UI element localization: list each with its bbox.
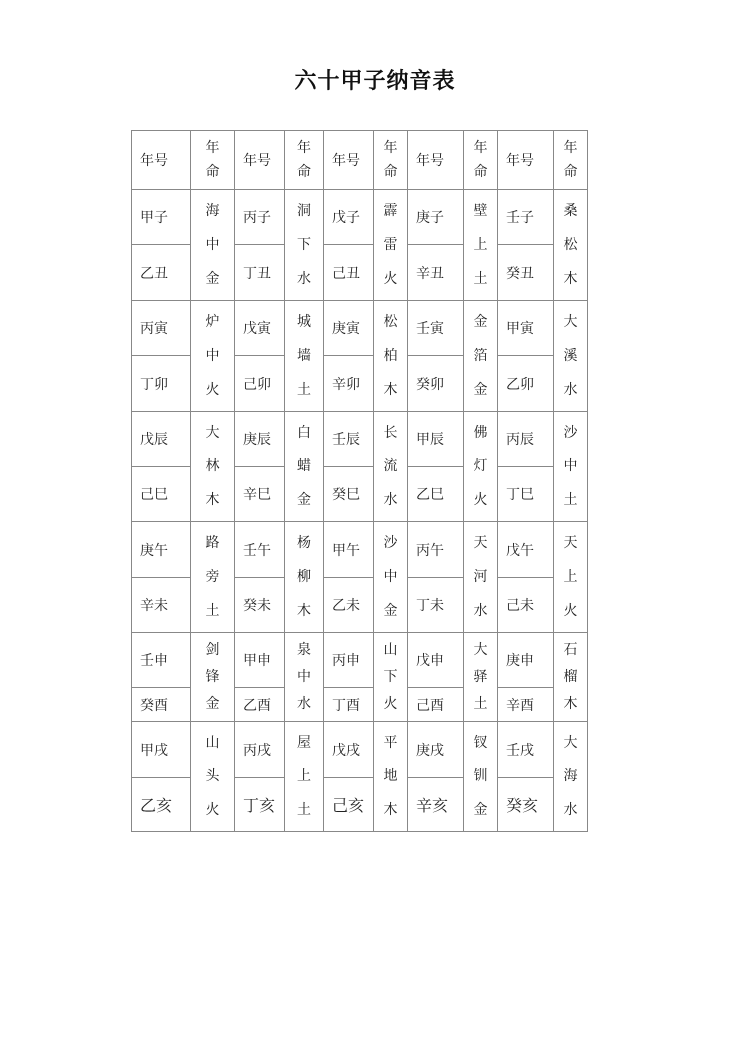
nayin-cell <box>284 721 324 832</box>
year-cell: 庚寅 <box>323 300 374 356</box>
nayin-char: 木 <box>383 802 398 819</box>
nayin-char: 土 <box>297 802 311 819</box>
header-ming-label <box>284 130 324 190</box>
nayin-cell <box>284 632 324 722</box>
nayin-cell <box>190 189 235 301</box>
header-ming-label <box>373 130 408 190</box>
year-cell: 丙寅 <box>131 300 191 356</box>
header-ming-top: 年 <box>297 140 311 156</box>
nayin-table <box>131 130 587 831</box>
year-cell: 丙申 <box>323 632 374 688</box>
nayin-char: 锋 <box>205 668 220 685</box>
year-cell: 丙午 <box>407 521 464 578</box>
header-ming-bottom: 命 <box>297 164 311 180</box>
nayin-char: 泉 <box>297 642 311 659</box>
header-ming-top: 年 <box>563 140 578 156</box>
year-cell: 己亥 <box>323 777 374 832</box>
nayin-char: 蜡 <box>297 458 311 475</box>
year-cell: 甲午 <box>323 521 374 578</box>
nayin-char: 城 <box>297 314 311 330</box>
year-cell: 癸巳 <box>323 466 374 522</box>
nayin-cell <box>373 632 408 722</box>
year-cell: 乙巳 <box>407 466 464 522</box>
nayin-char: 上 <box>473 237 488 253</box>
nayin-cell <box>553 521 588 633</box>
year-cell: 辛卯 <box>323 355 374 412</box>
year-cell: 庚申 <box>497 632 554 688</box>
nayin-char: 水 <box>297 695 311 712</box>
nayin-char: 木 <box>297 603 311 619</box>
nayin-char: 剑 <box>205 642 220 659</box>
year-cell: 丙子 <box>234 189 285 245</box>
header-year-label: 年号 <box>497 130 554 190</box>
nayin-char: 大 <box>205 424 220 441</box>
nayin-char: 佛 <box>473 424 488 441</box>
nayin-char: 海 <box>563 768 578 785</box>
year-cell: 甲申 <box>234 632 285 688</box>
nayin-cell <box>553 300 588 412</box>
year-cell: 壬辰 <box>323 411 374 467</box>
year-cell: 庚辰 <box>234 411 285 467</box>
nayin-char: 木 <box>563 271 578 287</box>
year-cell: 乙卯 <box>497 355 554 412</box>
year-cell: 戊子 <box>323 189 374 245</box>
nayin-char: 松 <box>383 314 398 330</box>
nayin-char: 中 <box>205 237 220 253</box>
nayin-cell <box>284 189 324 301</box>
year-cell: 庚戌 <box>407 721 464 778</box>
nayin-char: 火 <box>473 492 488 509</box>
header-year-label: 年号 <box>131 130 191 190</box>
nayin-cell <box>190 411 235 522</box>
nayin-char: 溪 <box>563 348 578 364</box>
year-cell: 癸酉 <box>131 687 191 722</box>
nayin-char: 流 <box>383 458 398 475</box>
year-cell: 辛亥 <box>407 777 464 832</box>
year-cell: 癸亥 <box>497 777 554 832</box>
nayin-char: 中 <box>563 458 578 475</box>
year-cell: 辛巳 <box>234 466 285 522</box>
nayin-char: 上 <box>563 569 578 585</box>
nayin-cell <box>553 411 588 522</box>
nayin-char: 驿 <box>473 668 488 685</box>
nayin-char: 沙 <box>563 424 578 441</box>
nayin-char: 土 <box>297 382 311 398</box>
year-cell: 己未 <box>497 577 554 633</box>
nayin-cell <box>373 300 408 412</box>
year-cell: 乙未 <box>323 577 374 633</box>
nayin-char: 天 <box>473 535 488 551</box>
nayin-char: 土 <box>563 492 578 509</box>
nayin-char: 杨 <box>297 535 311 551</box>
nayin-char: 路 <box>205 535 220 551</box>
nayin-char: 火 <box>205 802 220 819</box>
nayin-char: 金 <box>473 314 488 330</box>
nayin-char: 灯 <box>473 458 488 475</box>
nayin-cell <box>373 521 408 633</box>
nayin-char: 雷 <box>383 237 398 253</box>
year-cell: 丁未 <box>407 577 464 633</box>
nayin-char: 林 <box>205 458 220 475</box>
nayin-char: 山 <box>383 642 398 659</box>
nayin-char: 火 <box>383 695 398 712</box>
header-year-label: 年号 <box>234 130 285 190</box>
year-cell: 丁酉 <box>323 687 374 722</box>
year-cell: 壬申 <box>131 632 191 688</box>
nayin-char: 旁 <box>205 569 220 585</box>
nayin-cell <box>190 721 235 832</box>
year-cell: 乙酉 <box>234 687 285 722</box>
nayin-cell <box>463 189 498 301</box>
nayin-char: 桑 <box>563 203 578 219</box>
nayin-char: 白 <box>297 424 311 441</box>
nayin-cell <box>463 300 498 412</box>
nayin-char: 大 <box>563 314 578 330</box>
nayin-char: 钗 <box>473 734 488 751</box>
nayin-char: 中 <box>383 569 398 585</box>
nayin-char: 下 <box>297 237 311 253</box>
year-cell: 丁卯 <box>131 355 191 412</box>
nayin-char: 金 <box>473 802 488 819</box>
nayin-char: 水 <box>563 382 578 398</box>
nayin-char: 水 <box>473 603 488 619</box>
nayin-char: 榴 <box>563 668 578 685</box>
header-ming-bottom: 命 <box>563 164 578 180</box>
year-cell: 戊申 <box>407 632 464 688</box>
nayin-cell <box>284 521 324 633</box>
year-cell: 戊戌 <box>323 721 374 778</box>
header-ming-top: 年 <box>473 140 488 156</box>
nayin-char: 中 <box>297 668 311 685</box>
nayin-cell <box>373 189 408 301</box>
nayin-cell <box>190 300 235 412</box>
header-ming-top: 年 <box>205 140 220 156</box>
header-year-label: 年号 <box>323 130 374 190</box>
nayin-cell <box>190 521 235 633</box>
header-ming-bottom: 命 <box>383 164 398 180</box>
year-cell: 癸未 <box>234 577 285 633</box>
nayin-char: 火 <box>205 382 220 398</box>
nayin-char: 霹 <box>383 203 398 219</box>
nayin-char: 河 <box>473 569 488 585</box>
nayin-char: 天 <box>563 535 578 551</box>
nayin-char: 石 <box>563 642 578 659</box>
nayin-char: 头 <box>205 768 220 785</box>
nayin-cell <box>553 189 588 301</box>
nayin-char: 金 <box>205 695 220 712</box>
nayin-cell <box>373 721 408 832</box>
nayin-char: 土 <box>205 603 220 619</box>
header-ming-bottom: 命 <box>205 164 220 180</box>
year-cell: 丙辰 <box>497 411 554 467</box>
year-cell: 戊辰 <box>131 411 191 467</box>
nayin-char: 下 <box>383 668 398 685</box>
nayin-char: 地 <box>383 768 398 785</box>
year-cell: 丁亥 <box>234 777 285 832</box>
nayin-char: 松 <box>563 237 578 253</box>
year-cell: 辛丑 <box>407 244 464 301</box>
nayin-char: 木 <box>383 382 398 398</box>
nayin-char: 土 <box>473 271 488 287</box>
header-ming-top: 年 <box>383 140 398 156</box>
nayin-char: 火 <box>383 271 398 287</box>
year-cell: 己酉 <box>407 687 464 722</box>
nayin-char: 壁 <box>473 203 488 219</box>
year-cell: 壬寅 <box>407 300 464 356</box>
year-cell: 壬戌 <box>497 721 554 778</box>
nayin-cell <box>373 411 408 522</box>
nayin-cell <box>190 632 235 722</box>
year-cell: 己巳 <box>131 466 191 522</box>
year-cell: 辛酉 <box>497 687 554 722</box>
nayin-char: 柳 <box>297 569 311 585</box>
header-ming-bottom: 命 <box>473 164 488 180</box>
year-cell: 甲戌 <box>131 721 191 778</box>
nayin-cell <box>463 411 498 522</box>
nayin-char: 金 <box>205 271 220 287</box>
nayin-char: 木 <box>563 695 578 712</box>
nayin-char: 海 <box>205 203 220 219</box>
nayin-cell <box>463 521 498 633</box>
nayin-cell <box>553 632 588 722</box>
year-cell: 甲子 <box>131 189 191 245</box>
header-ming-label <box>463 130 498 190</box>
nayin-char: 山 <box>205 734 220 751</box>
nayin-char: 炉 <box>205 314 220 330</box>
nayin-char: 大 <box>473 642 488 659</box>
year-cell: 癸卯 <box>407 355 464 412</box>
year-cell: 甲辰 <box>407 411 464 467</box>
header-year-label: 年号 <box>407 130 464 190</box>
nayin-cell <box>463 721 498 832</box>
header-ming-label <box>553 130 588 190</box>
year-cell: 壬子 <box>497 189 554 245</box>
header-ming-label <box>190 130 235 190</box>
year-cell: 癸丑 <box>497 244 554 301</box>
nayin-char: 平 <box>383 734 398 751</box>
nayin-char: 火 <box>563 603 578 619</box>
year-cell: 己卯 <box>234 355 285 412</box>
nayin-char: 土 <box>473 695 488 712</box>
year-cell: 庚子 <box>407 189 464 245</box>
nayin-char: 水 <box>383 492 398 509</box>
page-title: 六十甲子纳音表 <box>294 69 456 94</box>
year-cell: 乙亥 <box>131 777 191 832</box>
year-cell: 庚午 <box>131 521 191 578</box>
nayin-char: 大 <box>563 734 578 751</box>
nayin-char: 上 <box>297 768 311 785</box>
nayin-char: 金 <box>383 603 398 619</box>
nayin-char: 金 <box>297 492 311 509</box>
nayin-char: 墙 <box>297 348 311 364</box>
year-cell: 己丑 <box>323 244 374 301</box>
nayin-char: 水 <box>563 802 578 819</box>
year-cell: 丙戌 <box>234 721 285 778</box>
nayin-char: 木 <box>205 492 220 509</box>
nayin-char: 长 <box>383 424 398 441</box>
nayin-cell <box>463 632 498 722</box>
year-cell: 丁丑 <box>234 244 285 301</box>
nayin-cell <box>284 411 324 522</box>
nayin-cell <box>553 721 588 832</box>
nayin-char: 水 <box>297 271 311 287</box>
nayin-char: 柏 <box>383 348 398 364</box>
nayin-char: 钏 <box>473 768 488 785</box>
nayin-char: 箔 <box>473 348 488 364</box>
year-cell: 壬午 <box>234 521 285 578</box>
year-cell: 辛未 <box>131 577 191 633</box>
nayin-char: 中 <box>205 348 220 364</box>
year-cell: 戊午 <box>497 521 554 578</box>
year-cell: 戊寅 <box>234 300 285 356</box>
year-cell: 丁巳 <box>497 466 554 522</box>
nayin-cell <box>284 300 324 412</box>
nayin-char: 金 <box>473 382 488 398</box>
year-cell: 甲寅 <box>497 300 554 356</box>
year-cell: 乙丑 <box>131 244 191 301</box>
nayin-char: 沙 <box>383 535 398 551</box>
nayin-char: 洞 <box>297 203 311 219</box>
nayin-char: 屋 <box>297 734 311 751</box>
